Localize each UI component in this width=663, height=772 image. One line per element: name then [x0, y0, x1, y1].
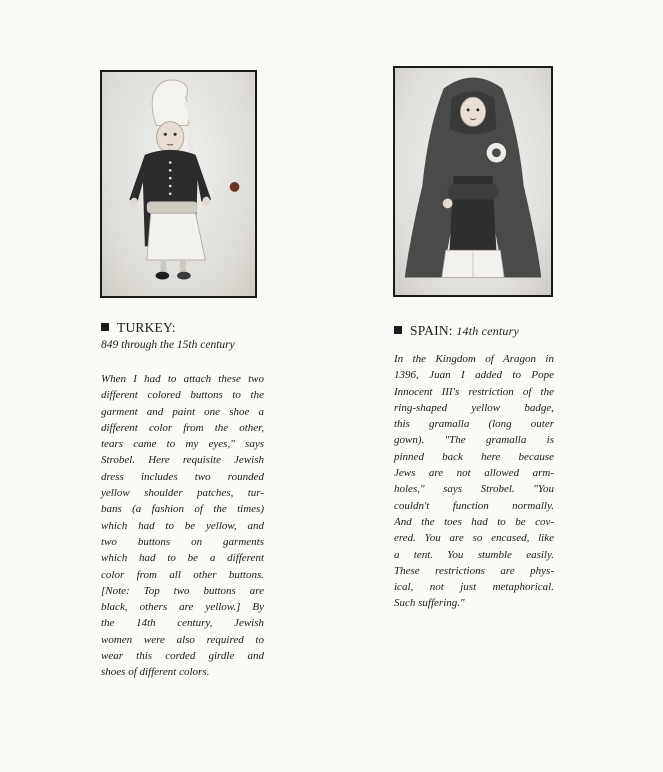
- spain-caption: [394, 351, 554, 612]
- turkey-heading: [101, 320, 176, 336]
- caption-line: two buttons on garments: [101, 535, 264, 548]
- caption-line: Such suffering.": [394, 597, 465, 610]
- caption-line: And the toes had to be cov-: [394, 515, 554, 528]
- caption-line: wear this corded girdle and: [101, 650, 264, 663]
- caption-line: holes," says Strobel. "You: [394, 483, 554, 496]
- caption-line: different colored buttons to the: [101, 389, 264, 402]
- spain-heading-text: SPAIN:: [410, 323, 453, 338]
- caption-line: [Note: Top two buttons are: [101, 584, 264, 597]
- caption-line: which had to be yellow, and: [101, 519, 264, 532]
- turkey-caption: [101, 371, 264, 681]
- turkey-doll-illustration: [102, 72, 255, 296]
- turkey-heading-text: TURKEY:: [117, 320, 176, 335]
- turkey-doll-photo: [100, 70, 257, 298]
- bullet-square-icon: [394, 326, 402, 334]
- caption-line: shoes of different colors.: [101, 666, 210, 679]
- spain-heading: [394, 323, 519, 339]
- caption-line: Jews are not allowed arm-: [394, 467, 554, 480]
- caption-line: ical, not just metaphorical.: [394, 581, 554, 594]
- caption-line: Innocent III's restriction of the: [394, 385, 554, 398]
- caption-line: Strobel. Here requisite Jewish: [101, 454, 264, 467]
- caption-line: different color from the other,: [101, 421, 264, 434]
- caption-line: These restrictions are phys-: [394, 564, 554, 577]
- caption-line: yellow shoulder patches, tur-: [101, 487, 264, 500]
- caption-line: gown). "The gramalla is: [394, 434, 554, 447]
- caption-line: a tent. You stumble easily.: [394, 548, 554, 561]
- caption-line: black, others are yellow.] By: [101, 601, 264, 614]
- caption-line: this gramalla (long outer: [394, 418, 554, 431]
- caption-line: In the Kingdom of Aragon in: [394, 353, 554, 365]
- caption-line: which had to be a different: [101, 552, 264, 565]
- spain-heading-era: 14th century: [456, 324, 520, 338]
- caption-line: women were also required to: [101, 633, 264, 646]
- caption-line: bans (a fashion of the times): [101, 503, 264, 516]
- caption-line: ring-shaped yellow badge,: [394, 401, 554, 414]
- caption-line: the 14th century, Jewish: [101, 617, 264, 630]
- caption-line: dress includes two rounded: [101, 470, 264, 483]
- caption-line: color from all other buttons.: [101, 568, 264, 581]
- bullet-square-icon: [101, 323, 109, 331]
- caption-line: ered. You are so encased, like: [394, 532, 554, 545]
- caption-line: 1396, Juan I added to Pope: [394, 369, 554, 382]
- turkey-subheading: 849 through the 15th century: [101, 339, 235, 351]
- caption-line: When I had to attach these two: [101, 373, 264, 385]
- spain-doll-illustration: [395, 68, 551, 295]
- caption-line: garment and paint one shoe a: [101, 405, 264, 418]
- caption-line: couldn't function normally.: [394, 499, 554, 512]
- spain-doll-photo: [393, 66, 553, 297]
- caption-line: pinned back here because: [394, 450, 554, 463]
- caption-line: tears came to my eyes," says: [101, 438, 264, 451]
